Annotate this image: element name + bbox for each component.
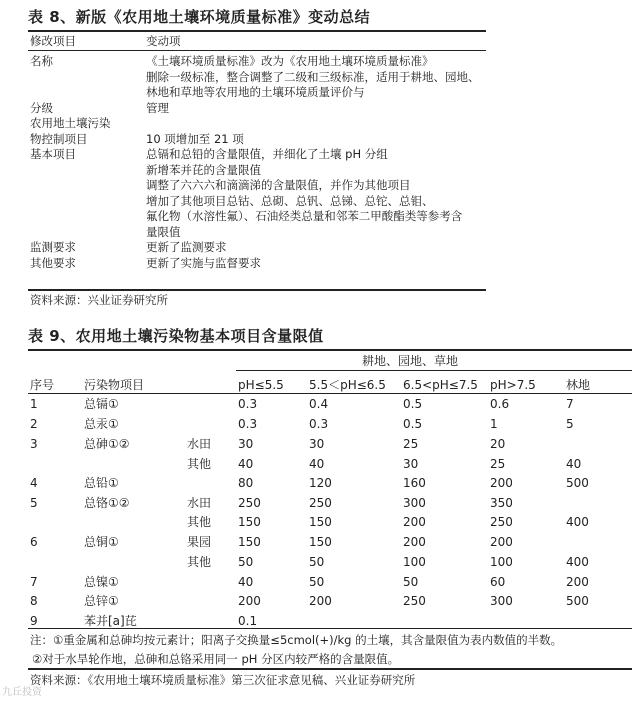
table9-header-no: 序号 [30,378,55,392]
table9-title: 表 9、农用地土壤污染物基本项目含量限值 [28,327,324,345]
table9-header-c4: pH>7.5 [490,378,536,392]
table9-cell: 50 [238,555,254,569]
table8-row-text: 管理 [146,100,169,115]
table8-row-text: 总镉和总铅的含量限值，并细化了土壤 pH 分组 [146,147,388,161]
table9-cell: 50 [403,575,419,589]
table8-row-label: 基本项目 [30,147,76,161]
table8-row-text: 更新了实施与监督要求 [146,255,261,270]
table9-row-no: 3 [30,437,38,451]
table9-cell: 400 [566,515,589,529]
table9-cell: 250 [238,496,261,510]
table9-cell: 25 [490,457,506,471]
table9-cell: 200 [403,515,426,529]
table9-header-item: 污染物项目 [84,378,145,392]
table9-cell: 500 [566,476,589,490]
watermark: 九丘投资 [2,687,42,698]
table9-cell: 0.1 [238,614,258,628]
table9-row-subtype: 水田 [187,437,212,451]
table9-cell: 40 [566,457,582,471]
table9-cell: 150 [238,515,261,529]
table9-row-item: 苯并[a]芘 [84,614,137,628]
table9-cell: 0.3 [238,397,258,411]
table9-cell: 250 [490,515,513,529]
table9-cell: 100 [403,555,426,569]
table9-row-subtype: 果园 [187,535,212,549]
table9-row-no: 1 [30,397,38,411]
table9-header-c5: 林地 [566,378,591,392]
table9-cell: 0.5 [403,417,423,431]
table9-header-c3: 6.5<pH≤7.5 [403,378,478,392]
table9-row-subtype: 其他 [187,457,212,471]
table9-group-header: 耕地、园地、草地 [362,354,459,368]
divider [28,289,486,291]
table8-header-col1: 修改项目 [30,34,76,48]
divider [28,668,632,670]
table8-title: 表 8、新版《农用地土壤环境质量标准》变动总结 [28,8,371,26]
table9-cell: 0.5 [403,397,423,411]
table9-cell: 250 [403,594,426,608]
table8-row-text: 更新了监测要求 [146,240,227,254]
divider [236,370,632,371]
table9-cell: 400 [566,555,589,569]
divider [28,349,632,351]
table9-row-item: 总铬①② [84,496,130,510]
table8-row-label: 物控制项目 [30,131,88,146]
table8-row-label: 农用地土壤污染 [30,116,111,130]
table9-cell: 200 [403,535,426,549]
table9-cell: 1 [490,417,498,431]
table9-cell: 200 [490,535,513,549]
table8-row-text: 新增苯并芘的含量限值 [146,162,261,177]
table9-row-item: 总镍① [84,575,119,589]
table9-cell: 60 [490,575,506,589]
table9-cell: 7 [566,397,574,411]
table8-row-text: 林地和草地等农用地的土壤环境质量评价与 [146,85,365,99]
table9-note-1: 注：①重金属和总砷均按元素计；阳离子交换量≤5cmol(+)/kg 的土壤，其含量限值为表内数值的半数。 [30,633,563,647]
table9-row-item: 总铜① [84,535,119,549]
table9-cell: 350 [490,496,513,510]
table9-cell: 50 [309,575,325,589]
table9-cell: 200 [309,594,332,608]
table9-cell: 40 [238,575,254,589]
divider [28,393,632,394]
table9-cell: 150 [309,535,332,549]
table9-cell: 30 [403,457,419,471]
table9-row-item: 总镉① [84,397,119,411]
table9-row-subtype: 其他 [187,515,212,529]
table8-row-text: 调整了六六六和滴滴涕的含量限值，并作为其他项目 [146,178,411,192]
table9-row-subtype: 其他 [187,555,212,569]
divider [28,628,632,629]
table9-cell: 100 [490,555,513,569]
table8-row-text: 增加了其他项目总钴、总砌、总钒、总锑、总铊、总钼、 [146,193,434,208]
table9-row-item: 总锌① [84,594,119,608]
table8-header-col2: 变动项 [146,34,181,48]
table9-cell: 160 [403,476,426,490]
table9-row-no: 2 [30,417,38,431]
table9-cell: 150 [238,535,261,549]
table9-row-no: 8 [30,594,38,608]
table9-cell: 200 [238,594,261,608]
table9-row-subtype: 水田 [187,496,212,510]
table9-cell: 0.3 [238,417,258,431]
table9-cell: 0.3 [309,417,329,431]
table8-row-label: 监测要求 [30,240,76,254]
table9-row-no: 4 [30,476,38,490]
table8-row-label: 分级 [30,100,53,115]
table9-cell: 120 [309,476,332,490]
table9-source: 资料来源：《农用地土壤环境质量标准》第三次征求意见稿、兴业证券研究所 [30,673,416,687]
table9-cell: 30 [238,437,254,451]
table9-row-item: 总砷①② [84,437,130,451]
table9-cell: 300 [403,496,426,510]
table9-cell: 250 [309,496,332,510]
table9-row-no: 6 [30,535,38,549]
table9-row-no: 5 [30,496,38,510]
table9-cell: 200 [566,575,589,589]
table8-row-text: 10 项增加至 21 项 [146,131,244,146]
table9-cell: 150 [309,515,332,529]
table9-cell: 40 [238,457,254,471]
table8-row-label: 其他要求 [30,255,76,270]
table9-row-item: 总汞① [84,417,119,431]
table9-cell: 50 [309,555,325,569]
table9-cell: 5 [566,417,574,431]
table8-row-label: 名称 [30,54,53,68]
table9-cell: 0.6 [490,397,510,411]
divider [28,30,486,32]
table8-row-text: 删除一级标准，整合调整了二级和三级标准，适用于耕地、园地、 [146,69,480,84]
table9-cell: 0.4 [309,397,329,411]
table9-row-item: 总铅① [84,476,119,490]
table9-cell: 25 [403,437,419,451]
table9-cell: 20 [490,437,506,451]
table9-row-no: 9 [30,614,38,628]
table9-cell: 300 [490,594,513,608]
table8-row-text: 《土壤环境质量标准》改为《农用地土壤环境质量标准》 [146,54,434,68]
table9-cell: 500 [566,594,589,608]
table8-row-text: 量限值 [146,224,181,239]
table9-cell: 80 [238,476,254,490]
table9-cell: 30 [309,437,325,451]
table8-source: 资料来源：兴业证券研究所 [30,293,168,307]
table8-row-text: 氟化物（水溶性氟）、石油烃类总量和邻苯二甲酸酯类等参考含 [146,209,463,223]
table9-header-c1: pH≤5.5 [238,378,284,392]
table9-note-2: ②对于水旱轮作地，总砷和总铬采用同一 pH 分区内较严格的含量限值。 [32,652,400,666]
table9-cell: 200 [490,476,513,490]
divider [28,50,486,51]
table9-row-no: 7 [30,575,38,589]
table9-header-c2: 5.5＜pH≤6.5 [309,378,386,392]
table9-cell: 40 [309,457,325,471]
